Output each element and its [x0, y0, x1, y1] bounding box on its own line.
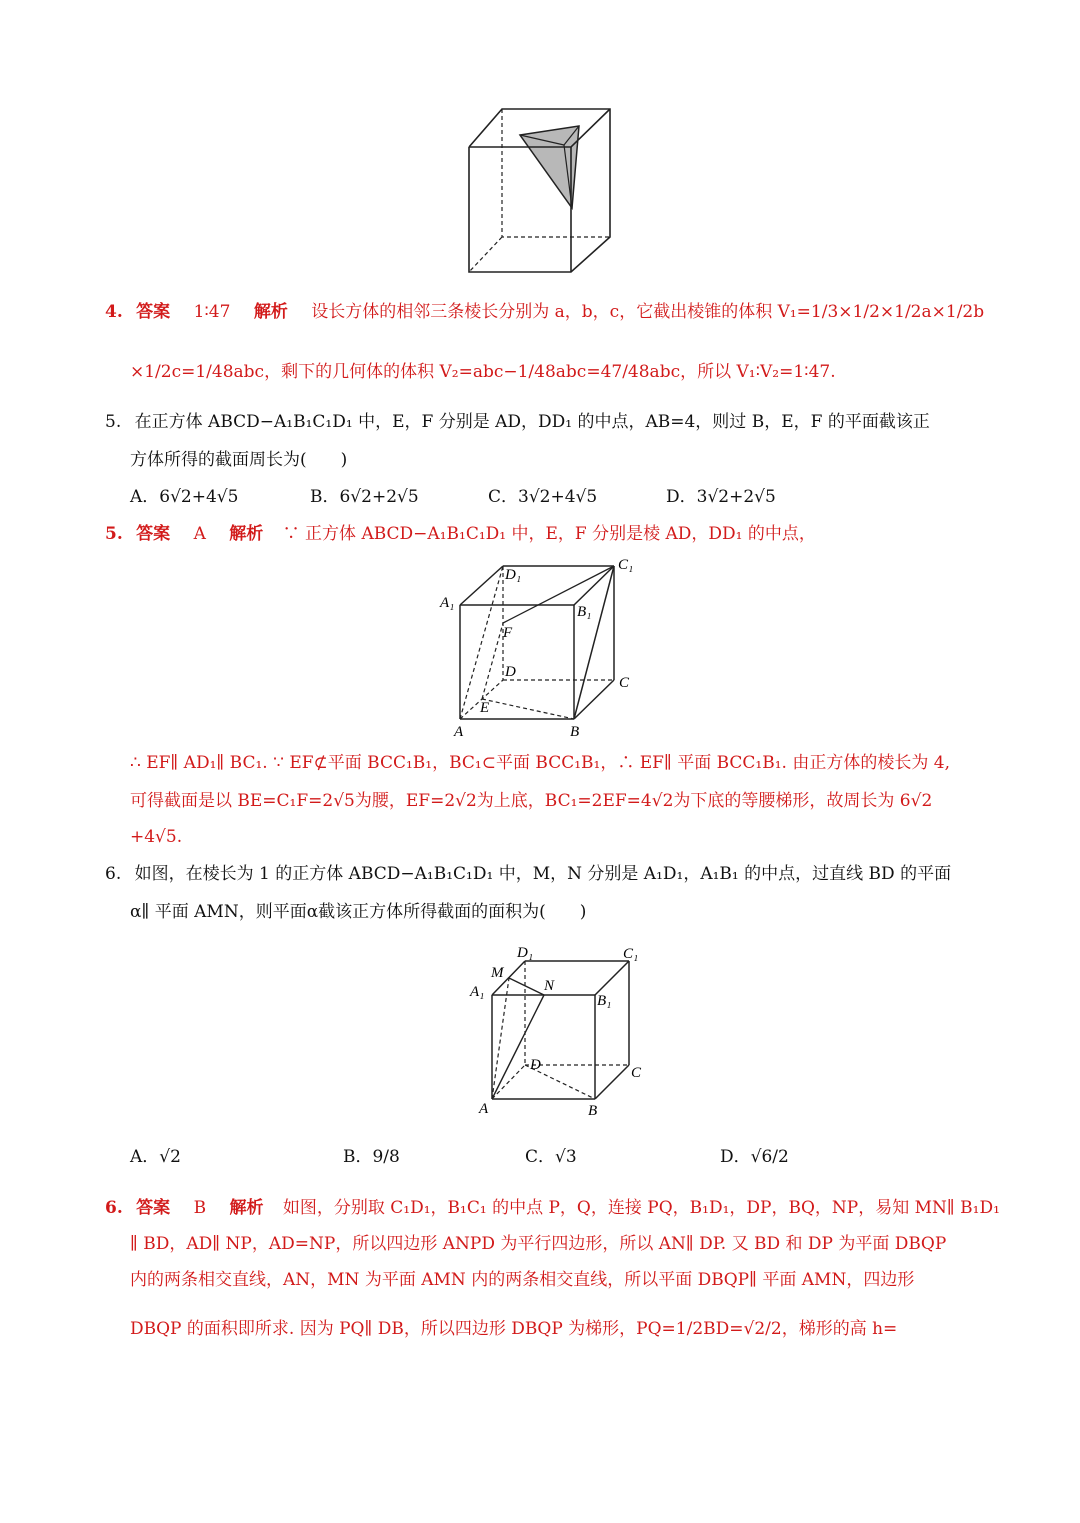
q5-stem-text1: 在正方体 ABCD−A₁B₁C₁D₁ 中，E，F 分别是 AD，DD₁ 的中点，AB=4，则过 B，E，F 的平面截该正 — [134, 412, 930, 432]
q6-option-b: B．9/8 — [343, 1147, 400, 1167]
q6-analysis-text3: DBQP 的面积即所求. 因为 PQ∥ DB，所以四边形 DBQP 为梯形，PQ=1/2BD=√2/2，梯形的高 h= — [130, 1319, 898, 1339]
q5-analysis-text2: 可得截面是以 BE=C₁F=2√5为腰，EF=2√2为上底，BC₁=2EF=4√2为下底的等腰梯形，故周长为 6√2 — [130, 791, 933, 811]
figure-q6-cube — [465, 940, 655, 1120]
q5-stem-line1 — [105, 410, 930, 434]
figure-cuboid-cut — [462, 100, 622, 280]
q5-answer-number: 5. — [105, 524, 123, 544]
fig6-label-a: A — [479, 1101, 489, 1117]
q6-analysis-tag: 解析 — [229, 1198, 264, 1218]
q6-answer-value: B — [193, 1198, 207, 1218]
q6-stem-text2: α∥ 平面 AMN，则平面α截该正方体所得截面的面积为( ) — [130, 902, 587, 922]
fig5-label-c1: C₁ — [618, 557, 634, 573]
q4-analysis-text2: ×1/2c=1/48abc，剩下的几何体的体积 V₂=abc−1/48abc=47/48abc，所以 V₁∶V₂=1∶47. — [130, 362, 836, 382]
q5-analysis-text0: ∵ 正方体 ABCD−A₁B₁C₁D₁ 中，E，F 分别是棱 AD，DD₁ 的中点， — [282, 524, 816, 544]
q5-analysis-text1: ∴ EF∥ AD₁∥ BC₁. ∵ EF⊄平面 BCC₁B₁，BC₁⊂平面 BCC₁B₁，∴ EF∥ 平面 BCC₁B₁. 由正方体的棱长为 4, — [130, 753, 950, 773]
q6-analysis-text1: ∥ BD，AD∥ NP，AD=NP，所以四边形 ANPD 为平行四边形，所以 AN∥ DP. 又 BD 和 DP 为平面 DBQP — [130, 1234, 947, 1254]
q6-answer-line — [105, 1196, 1000, 1220]
fig5-label-a: A — [454, 724, 464, 740]
q6-option-d: D．√6/2 — [720, 1147, 789, 1167]
fig6-label-a1: A₁ — [470, 984, 485, 1000]
q6-number: 6. — [105, 864, 122, 884]
q6-option-a: A．√2 — [130, 1147, 181, 1167]
q5-answer-tag: 答案 — [136, 524, 171, 544]
fig5-label-b: B — [570, 724, 580, 740]
q6-answer-tag: 答案 — [136, 1198, 171, 1218]
fig5-label-b1: B₁ — [577, 604, 592, 620]
q6-analysis-text0: 如图，分别取 C₁D₁，B₁C₁ 的中点 P，Q，连接 PQ，B₁D₁，DP，BQ，NP，易知 MN∥ B₁D₁ — [282, 1198, 1000, 1218]
q5-analysis-text3: +4√5. — [130, 827, 183, 847]
fig5-label-f: F — [503, 625, 513, 641]
q4-answer-value: 1∶47 — [193, 302, 231, 322]
q4-analysis-text1: 设长方体的相邻三条棱长分别为 a，b，c，它截出棱锥的体积 V₁=1/3×1/2×1/2a×1/2b — [311, 302, 985, 322]
q5-answer-line — [105, 522, 816, 546]
q4-analysis-tag: 解析 — [253, 302, 288, 322]
q6-stem-line1 — [105, 862, 951, 886]
fig5-label-d: D — [505, 664, 516, 680]
fig6-label-b1: B₁ — [597, 993, 612, 1009]
fig5-label-e: E — [480, 700, 490, 716]
fig6-label-n: N — [544, 978, 555, 994]
fig6-label-c1: C₁ — [623, 946, 639, 962]
q4-number: 4. — [105, 302, 123, 322]
fig5-label-a1: A₁ — [440, 595, 455, 611]
q6-answer-number: 6. — [105, 1198, 123, 1218]
q6-stem-text1: 如图，在棱长为 1 的正方体 ABCD−A₁B₁C₁D₁ 中，M，N 分别是 A₁D₁，A₁B₁ 的中点，过直线 BD 的平面 — [134, 864, 952, 884]
q5-option-b: B．6√2+2√5 — [310, 487, 419, 507]
fig5-label-c: C — [619, 675, 630, 691]
fig6-label-d1: D₁ — [517, 945, 534, 961]
q5-answer-value: A — [193, 524, 206, 544]
q5-analysis-tag: 解析 — [229, 524, 264, 544]
q4-answer-tag: 答案 — [136, 302, 171, 322]
q5-option-a: A．6√2+4√5 — [130, 487, 239, 507]
figure-q5-cube — [436, 552, 646, 742]
fig6-label-m: M — [491, 965, 504, 981]
q5-option-c: C．3√2+4√5 — [488, 487, 598, 507]
q4-answer-line1 — [105, 300, 984, 324]
fig5-label-d1: D₁ — [505, 567, 522, 583]
fig6-label-d: D — [530, 1057, 541, 1073]
q5-stem-text2: 方体所得的截面周长为( ) — [130, 450, 348, 470]
q6-analysis-text2: 内的两条相交直线，AN，MN 为平面 AMN 内的两条相交直线，所以平面 DBQP∥ 平面 AMN，四边形 — [130, 1270, 915, 1290]
q5-number: 5. — [105, 412, 122, 432]
fig6-label-c: C — [631, 1065, 642, 1081]
fig6-label-b: B — [588, 1103, 598, 1119]
q6-option-c: C．√3 — [525, 1147, 577, 1167]
q5-option-d: D．3√2+2√5 — [666, 487, 776, 507]
